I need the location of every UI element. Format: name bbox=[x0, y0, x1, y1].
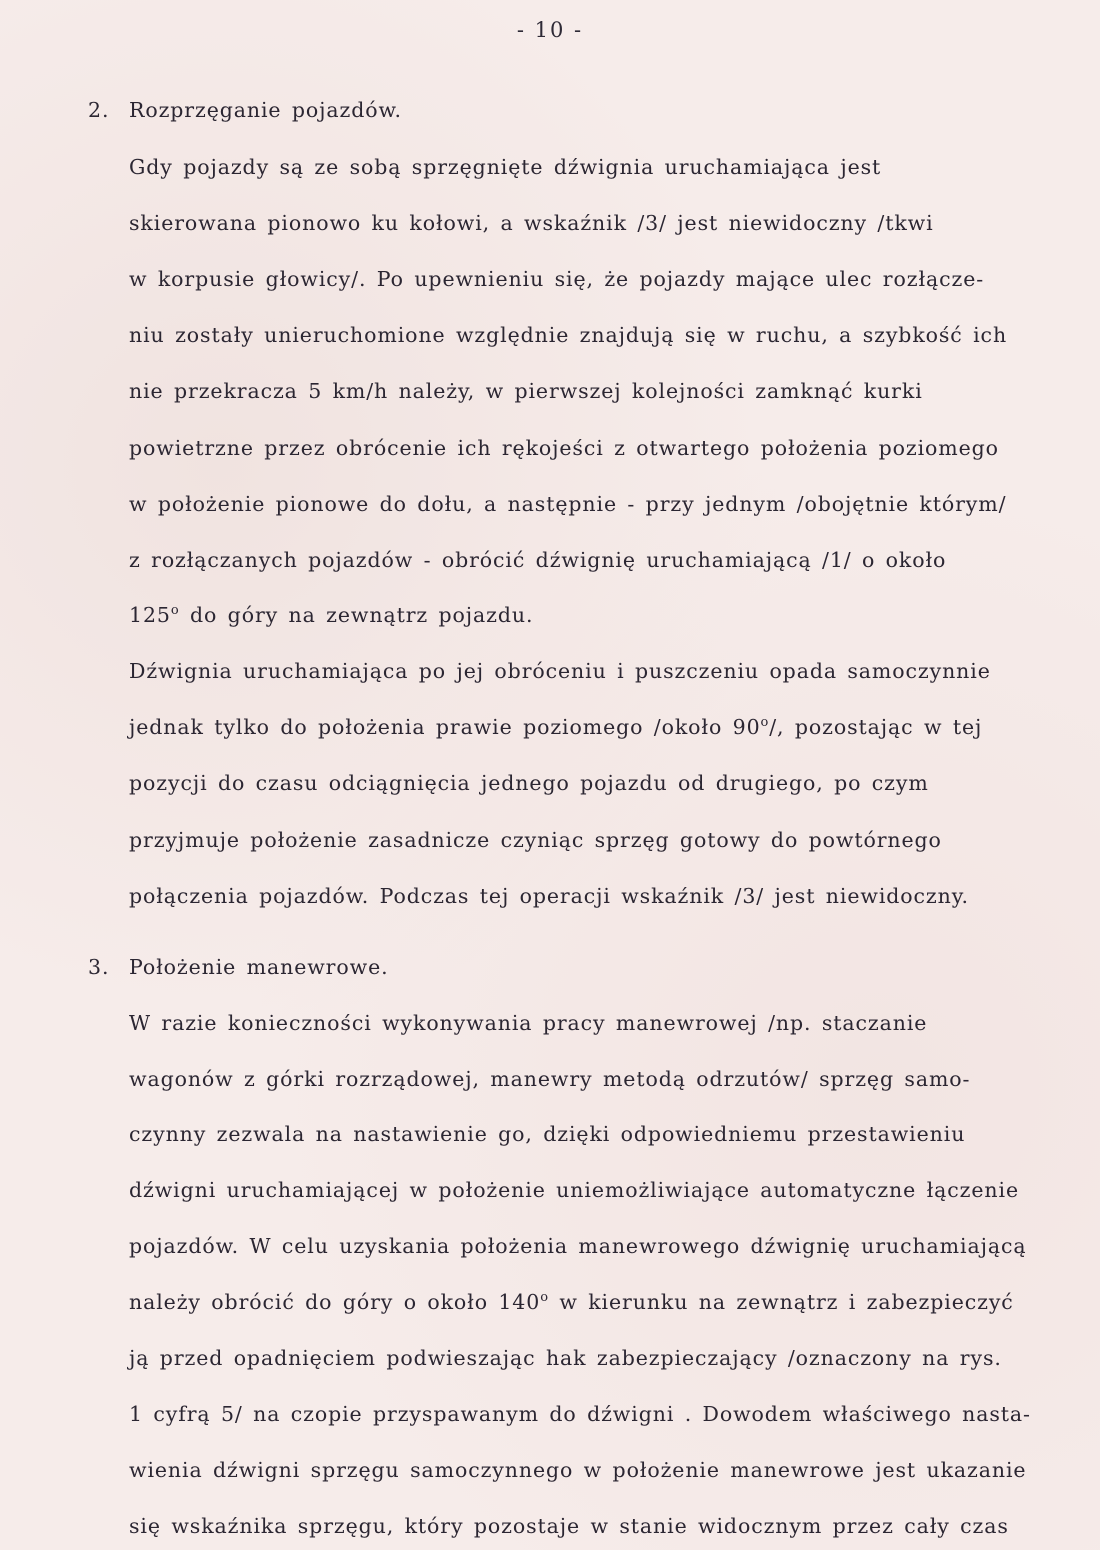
page-number: - 10 - bbox=[516, 18, 584, 42]
section-title: Położenie manewrowe. bbox=[129, 955, 389, 979]
text-line: wienia dźwigni sprzęgu samoczynnego w położenie manewrowe jest ukazanie bbox=[129, 1458, 1027, 1482]
text-line: pojazdów. W celu uzyskania położenia manewrowego dźwignię uruchamiającą bbox=[129, 1234, 1027, 1258]
text-line: w położenie pionowe do dołu, a następnie - przy jednym /obojętnie którym/ bbox=[129, 492, 1007, 516]
text-line: Gdy pojazdy są ze sobą sprzęgnięte dźwignia uruchamiająca jest bbox=[129, 155, 882, 179]
section-heading bbox=[88, 955, 389, 979]
degree-mark: o bbox=[170, 603, 180, 619]
text-line: niu zostały unieruchomione względnie znajdują się w ruchu, a szybkość ich bbox=[129, 323, 1008, 347]
degree-mark: o bbox=[760, 715, 770, 731]
text-line: przyjmuje położenie zasadnicze czyniąc sprzęg gotowy do powtórnego bbox=[129, 828, 942, 852]
text-line bbox=[129, 603, 533, 627]
text-line: z rozłączanych pojazdów - obrócić dźwignię uruchamiającą /1/ o około bbox=[129, 548, 947, 572]
text-line bbox=[129, 1290, 1014, 1314]
text-line: W razie konieczności wykonywania pracy manewrowej /np. staczanie bbox=[129, 1011, 928, 1035]
text-line: się wskaźnika sprzęgu, który pozostaje w stanie widocznym przez cały czas bbox=[129, 1514, 1009, 1538]
text-line: wagonów z górki rozrządowej, manewry metodą odrzutów/ sprzęg samo- bbox=[129, 1067, 971, 1091]
section-number: 2. bbox=[88, 98, 110, 122]
text-fragment: /, pozostając w tej bbox=[769, 715, 983, 739]
section-heading bbox=[88, 98, 402, 122]
text-fragment: w kierunku na zewnątrz i zabezpieczyć bbox=[548, 1290, 1014, 1314]
text-line: 1 cyfrą 5/ na czopie przyspawanym do dźwigni . Dowodem właściwego nasta- bbox=[129, 1402, 1031, 1426]
text-line bbox=[129, 715, 982, 739]
degree-mark: o bbox=[540, 1290, 549, 1306]
text-fragment: jednak tylko do położenia prawie poziomego /około 90 bbox=[129, 715, 761, 739]
text-line: pozycji do czasu odciągnięcia jednego pojazdu od drugiego, po czym bbox=[129, 771, 929, 795]
text-line: skierowana pionowo ku kołowi, a wskaźnik /3/ jest niewidoczny /tkwi bbox=[129, 211, 934, 235]
text-line: czynny zezwala na nastawienie go, dzięki odpowiedniemu przestawieniu bbox=[129, 1122, 966, 1146]
text-line: ją przed opadnięciem podwieszając hak zabezpieczający /oznaczony na rys. bbox=[129, 1346, 1002, 1370]
text-fragment: należy obrócić do góry o około 140 bbox=[129, 1290, 541, 1314]
angle-value: 125 bbox=[129, 603, 171, 627]
text-line: nie przekracza 5 km/h należy, w pierwszej kolejności zamknąć kurki bbox=[129, 379, 923, 403]
text-line: Dźwignia uruchamiająca po jej obróceniu i puszczeniu opada samoczynnie bbox=[129, 659, 991, 683]
section-number: 3. bbox=[88, 955, 110, 979]
text-line: w korpusie głowicy/. Po upewnieniu się, że pojazdy mające ulec rozłącze- bbox=[129, 267, 985, 291]
text-line: powietrzne przez obrócenie ich rękojeści z otwartego położenia poziomego bbox=[129, 436, 999, 460]
text-fragment: do góry na zewnątrz pojazdu. bbox=[179, 603, 534, 627]
text-line: połączenia pojazdów. Podczas tej operacji wskaźnik /3/ jest niewidoczny. bbox=[129, 884, 969, 908]
text-line: dźwigni uruchamiającej w położenie uniemożliwiające automatyczne łączenie bbox=[129, 1178, 1019, 1202]
section-title: Rozprzęganie pojazdów. bbox=[129, 98, 402, 122]
